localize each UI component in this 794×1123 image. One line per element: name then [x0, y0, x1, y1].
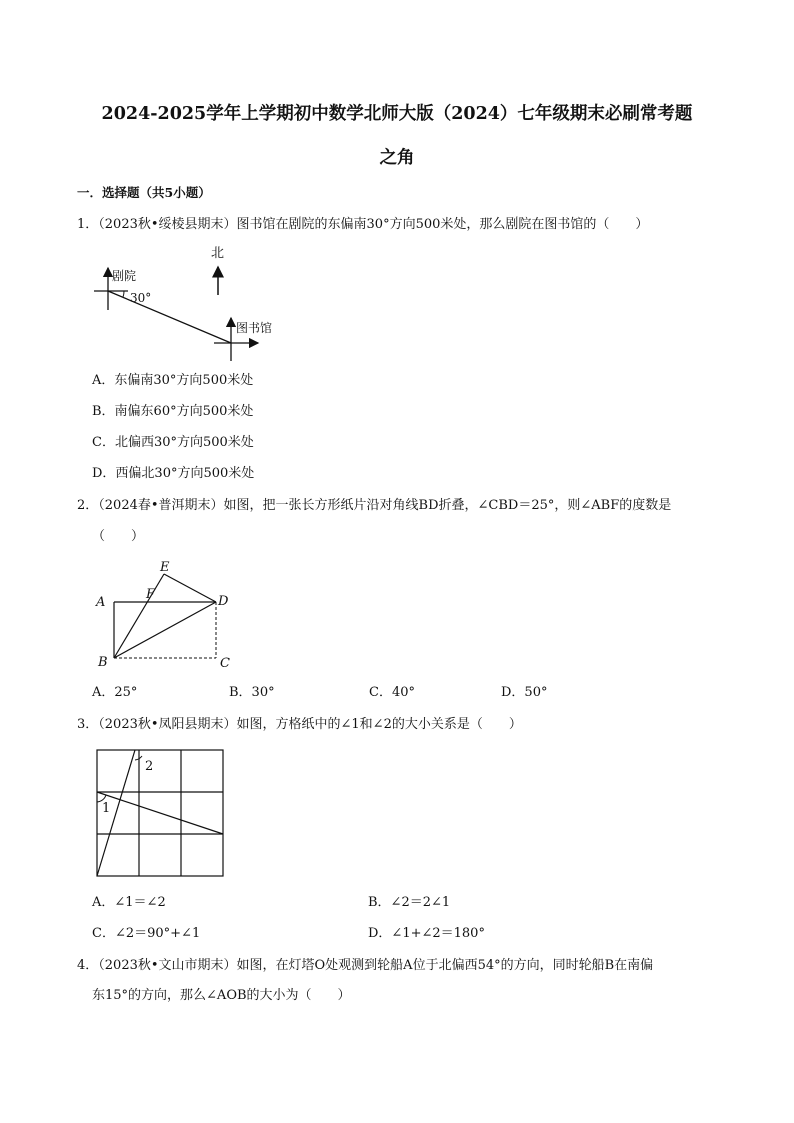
- question-1-option-b: B．南偏东60°方向500米处: [92, 404, 254, 419]
- question-1-figure: [90, 240, 273, 370]
- fold-be: [114, 574, 164, 658]
- question-2-figure: [90, 560, 240, 670]
- diagonal-bd: [114, 602, 216, 658]
- label-a: A: [96, 595, 106, 610]
- question-1-option-d: D．西偏北30°方向500米处: [92, 466, 255, 481]
- question-2-option-c: C．40°: [369, 685, 415, 700]
- north-label: 北: [211, 246, 225, 261]
- fold-ed: [164, 574, 216, 602]
- question-2-option-b: B．30°: [229, 685, 275, 700]
- label-d: D: [218, 594, 229, 609]
- question-1-stem: 1．（2023秋•绥棱县期末）图书馆在剧院的东偏南30°方向500米处，那么剧院在图书馆的（ ）: [77, 217, 649, 232]
- angle-2-label: 2: [145, 759, 154, 774]
- question-2-stem-line2: （ ）: [92, 529, 145, 544]
- question-3-option-c: C．∠2＝90°+∠1: [92, 926, 201, 941]
- question-4-stem-line2: 东15°的方向，那么∠AOB的大小为（ ）: [92, 988, 351, 1003]
- label-e: E: [160, 560, 170, 575]
- theater-library-line: [108, 291, 231, 343]
- question-2-option-d: D．50°: [501, 685, 548, 700]
- label-b: B: [98, 655, 108, 670]
- question-1-option-c: C．北偏西30°方向500米处: [92, 435, 254, 450]
- angle-1-label: 1: [102, 801, 111, 816]
- label-c: C: [220, 656, 230, 671]
- question-2-stem-line1: 2．（2024春•普洱期末）如图，把一张长方形纸片沿对角线BD折叠，∠CBD＝25°，则∠ABF的度数是: [77, 498, 672, 513]
- angle-label: 30°: [130, 291, 152, 305]
- question-3-option-a: A．∠1＝∠2: [92, 895, 166, 910]
- question-3-option-b: B．∠2＝2∠1: [368, 895, 451, 910]
- question-4-stem-line1: 4．（2023秋•文山市期末）如图，在灯塔O处观测到轮船A位于北偏西54°的方向，同时轮船B在南偏: [77, 958, 654, 973]
- question-3-figure: [90, 742, 230, 882]
- page-title-line2: 之角: [379, 148, 415, 168]
- angle-arc: [123, 291, 124, 297]
- page-title-line1: 2024-2025学年上学期初中数学北师大版（2024）七年级期末必刷常考题: [101, 104, 693, 124]
- label-f: F: [146, 587, 156, 602]
- library-label: 图书馆: [236, 321, 273, 335]
- question-3-option-d: D．∠1+∠2＝180°: [368, 926, 485, 941]
- section-heading: 一．选择题（共5小题）: [77, 185, 211, 200]
- question-3-stem: 3．（2023秋•凤阳县期末）如图，方格纸中的∠1和∠2的大小关系是（ ）: [77, 717, 522, 732]
- question-2-option-a: A．25°: [92, 685, 138, 700]
- theater-label: 剧院: [112, 269, 137, 283]
- question-1-option-a: A．东偏南30°方向500米处: [92, 373, 254, 388]
